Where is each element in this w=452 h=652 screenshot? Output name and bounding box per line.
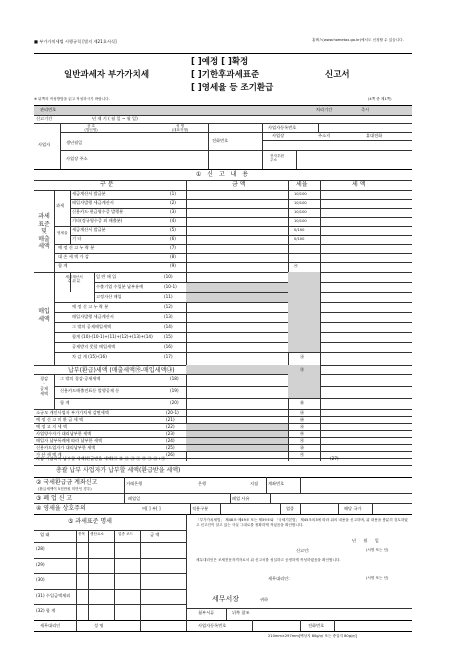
- site-note: 홈택스(www.hometax.go.kr)에서도 신청할 수 있습니다.: [312, 38, 404, 42]
- tax-base-row: (29): [36, 561, 45, 567]
- deduction-group-label: 경감 · 공제 세액: [39, 376, 49, 397]
- purchase-row-no: (11): [164, 293, 173, 299]
- col-amount: 금 액: [232, 181, 246, 188]
- address-label: 주소지: [318, 133, 331, 138]
- col-rate: 세율: [296, 181, 308, 188]
- purchase-row-label: 차 감 계 (15)-(16): [72, 353, 107, 359]
- biz-place-label: 사업장: [272, 133, 285, 138]
- purchase-row-no: (10): [164, 273, 173, 279]
- deduction-row-label: 신용카드매출전표등 발행공제 등: [60, 388, 120, 393]
- page-count: (4쪽 중 제1쪽): [368, 97, 392, 101]
- sales-amount-field[interactable]: [190, 200, 284, 207]
- sales-tax-field[interactable]: [324, 245, 410, 252]
- tax-base-row: (30): [36, 577, 45, 582]
- purchase-row-no: (15): [164, 333, 173, 339]
- purchase-invoice-label: 세금계산서 수 취 분: [65, 275, 83, 284]
- sales-amount-field[interactable]: [190, 245, 284, 252]
- bank-unit: 은행: [198, 481, 207, 486]
- sales-tax-field[interactable]: [324, 236, 410, 243]
- notice: ※ 뒤쪽의 작성방법을 읽고 작성하시기 바랍니다.: [34, 97, 110, 101]
- misc-row-mark: ㉲: [300, 409, 305, 415]
- company-name-label: 상 호 (법인명): [84, 124, 98, 133]
- sales-row-no: (8): [170, 254, 176, 259]
- sales-group-label: 과세 표준 및 매출 세액: [38, 213, 50, 250]
- sales-amount-field[interactable]: [190, 263, 284, 270]
- col-div: 구 분: [100, 181, 114, 188]
- misc-row-no: (26): [166, 451, 175, 457]
- title-left: 일반과세자 부가가치세: [64, 70, 150, 80]
- attachments-label: 첨부서류: [198, 610, 215, 615]
- sales-row-label: 대 손 세 액 가 감: [58, 254, 89, 259]
- sales-amount-field[interactable]: [190, 218, 284, 225]
- col-item: 종목: [78, 532, 85, 536]
- tax-base-row: (28): [36, 546, 45, 551]
- mobile-label: 휴대전화: [366, 133, 383, 138]
- footer-reg: 사업자등록번호: [198, 623, 227, 628]
- account-label: 계좌번호: [268, 481, 285, 486]
- sales-tax-field[interactable]: [324, 191, 410, 198]
- sales-amount-field[interactable]: [190, 254, 284, 261]
- misc-row-label: 예 정 신 고 미 환 급 세 액: [36, 416, 84, 422]
- purchase-row-label: 매입자발행 세금계산서: [72, 313, 114, 319]
- purchase-row-label: 수출기업 수입분 납부유예: [96, 283, 144, 289]
- purchase-row-label: 그 밖의 공제매입세액: [72, 323, 112, 329]
- zero-rate-yn[interactable]: 여[ ] 부[ ]: [142, 506, 161, 511]
- agent-sign[interactable]: (서명 또는 인): [366, 576, 389, 580]
- sales-row-no: (5): [170, 227, 176, 232]
- balance-label: 납부(환급)세액 (매출세액㉮-매입세액㉯): [68, 367, 175, 374]
- sales-row-no: (3): [170, 209, 176, 214]
- purchase-row-no: (17): [164, 353, 173, 359]
- sales-row-rate: 10/100: [294, 218, 307, 223]
- refund-sub: (환급세액이 5천만원 미만인 경우): [38, 487, 92, 491]
- processing-label: 처리기간: [316, 107, 333, 112]
- phone-label: 전화번호: [212, 138, 229, 143]
- sales-row-label: 예 정 신 고 누 락 분: [58, 245, 95, 250]
- total-row-label: 총괄 납부 사업자가 납부할 세액(환급받을 세액): [56, 467, 181, 474]
- purchase-row-label: 고정자산 매입: [96, 293, 122, 299]
- misc-row-label: 매입자 납부특례에 따라 납부한 세액: [36, 437, 103, 443]
- purchase-row-no: (10-1): [164, 283, 177, 289]
- final-row-no: (27): [330, 456, 339, 461]
- tax-base-row: (32) 합 계: [36, 608, 56, 613]
- section1-title: ① 신 고 내 용: [195, 171, 251, 178]
- email-label: 전자우편 주소: [270, 154, 284, 163]
- purchase-row-mark: ㉯: [300, 353, 305, 359]
- misc-row-no: (21): [166, 416, 175, 422]
- misc-row-mark: ㉷: [300, 444, 305, 450]
- form-label: ■ 부가가치세법 시행규칙 [별지 제21호서식]: [34, 39, 117, 44]
- closure-date-label: 폐업일: [128, 496, 141, 501]
- misc-row-label: 신용카드업자가 대리납부한 세액: [36, 444, 96, 450]
- title-option-3[interactable]: [ ]영세율 등 조기환급: [191, 83, 274, 93]
- misc-row-mark: ㉶: [300, 437, 305, 443]
- signer-sign[interactable]: (서명 또는 인): [366, 548, 389, 552]
- sales-tax-field[interactable]: [324, 200, 410, 207]
- misc-row-mark: ㉸: [300, 451, 305, 457]
- footer-agent: 세무대리인: [40, 623, 61, 628]
- mgmt-no-label: 관리번호: [40, 107, 57, 112]
- sales-row-no: (7): [170, 245, 176, 250]
- col-type: 업 태: [40, 532, 50, 537]
- processing-value: 즉시: [361, 107, 370, 112]
- footer-name: 성 명: [94, 623, 104, 628]
- sales-row-label: 기타(정규영수증 외 매출분): [72, 218, 123, 223]
- purchase-row-no: (14): [164, 323, 173, 329]
- purchase-row-no: (13): [164, 313, 173, 319]
- period-label: 신고기간: [36, 116, 53, 121]
- sales-tax-field[interactable]: [324, 218, 410, 225]
- misc-row-mark: ㉳: [300, 416, 305, 422]
- sales-row-no: (1): [170, 191, 176, 196]
- sales-row-label: 기 타: [72, 236, 82, 241]
- office-label: 세무서장: [212, 595, 240, 603]
- sales-row-rate: 10/100: [294, 191, 307, 196]
- balance-mark: ㉰: [300, 367, 305, 372]
- purchase-group-label: 매입 세액: [38, 308, 50, 323]
- sales-amount-field[interactable]: [190, 227, 284, 234]
- section5-title: ⑤ 과세표준 명세: [68, 518, 112, 525]
- sales-row-no: (9): [170, 263, 176, 268]
- sales-row-label: 세금계산서 발급분: [72, 191, 106, 196]
- sales-zero-label: 영세율: [57, 231, 68, 235]
- misc-row-mark: ㉵: [300, 430, 305, 436]
- sales-row-label: 매입자발행 세금계산서: [72, 200, 114, 205]
- sales-row-rate: 0/100: [294, 227, 305, 232]
- footer-phone: 전화번호: [308, 623, 325, 628]
- sales-row-rate: ㉮: [294, 263, 298, 268]
- purchase-row-label: 합계 (10)-(10-1)+(11)+(12)+(13)+(14): [72, 333, 153, 339]
- misc-row-label: 사업양수자가 대리납부한 세액: [36, 430, 92, 436]
- bank-label: 거래은행: [126, 481, 143, 486]
- zero-rate-apply: 적용구분: [192, 506, 209, 511]
- misc-row-no: (22): [166, 423, 175, 429]
- misc-row-mark: ㉴: [300, 423, 305, 429]
- paper-spec: 210mm×297mm[백상지 80g/㎡ 또는 중질지 80g/㎡]: [268, 634, 358, 638]
- col-tax: 세 액: [352, 181, 366, 188]
- sales-row-label: 신용카드·현금영수증 발행분: [72, 209, 124, 214]
- misc-row-label: 예 정 고 지 세 액: [36, 423, 67, 429]
- sales-tax-field[interactable]: [324, 254, 410, 261]
- refund-title: ② 국세환급금 계좌신고: [36, 479, 98, 486]
- branch-label: 지점: [250, 481, 259, 486]
- purchase-row-no: (16): [164, 343, 173, 349]
- misc-row-label: 가 산 세 액 계: [36, 451, 62, 457]
- misc-row-no: (23): [166, 430, 175, 436]
- purchase-row-label: 일 반 매 입: [96, 273, 117, 279]
- biz-address-label: 사업장 주소: [66, 156, 88, 161]
- deduction-row-label: 합 계: [60, 400, 70, 405]
- purchase-row-label: 공제받지 못할 매입세액: [72, 343, 116, 349]
- attachments-note: 뒤쪽 참조: [232, 610, 250, 615]
- zero-rate-country: 해당 국가: [344, 506, 362, 511]
- misc-row-no: (24): [166, 437, 175, 443]
- deduction-row-no: (18): [170, 376, 179, 381]
- reg-no-label: 사업자등록번호: [268, 125, 297, 130]
- title-option-2[interactable]: [ ]기한후과세표준: [191, 70, 260, 80]
- sales-tax-label: 과세: [56, 203, 65, 208]
- declaration-text: 「부가가치세법」 제48조·제49조 또는 제59조와 「국세기본법」 제45조의3에 따라 위의 내용을 신고하며, 위 내용을 충분히 검토하였고 신고인이 알고 있는 사실 그대로를 정확하게 적었음을 확인합니다.: [196, 518, 408, 527]
- col-code: 업종 코드: [118, 532, 134, 536]
- sales-row-no: (2): [170, 200, 176, 205]
- title-option-1[interactable]: [ ]예정 [ ]확정: [191, 57, 249, 67]
- tax-base-row: (31) 수입금액제외: [36, 592, 71, 598]
- sales-tax-field[interactable]: [324, 209, 410, 216]
- col-prod: 생산요소: [90, 532, 104, 536]
- agent-label: 세무대리인:: [268, 576, 290, 581]
- birth-label: 생년월일: [66, 140, 83, 145]
- sales-tax-field[interactable]: [324, 263, 410, 270]
- sales-row-rate: 10/100: [294, 209, 307, 214]
- col-amount5: 금 액: [150, 532, 160, 537]
- deduction-row-no: (19): [170, 388, 179, 393]
- sales-amount-field[interactable]: [190, 191, 284, 198]
- sales-amount-field[interactable]: [190, 209, 284, 216]
- sales-row-label: 세금계산서 발급분: [72, 227, 106, 232]
- sales-tax-field[interactable]: [324, 227, 410, 234]
- zero-rate-industry: 업종: [286, 506, 295, 511]
- title-right: 신고서: [325, 70, 350, 80]
- sales-row-rate: 0/100: [294, 236, 305, 241]
- misc-row-label: 소규모 개인사업자 부가가치세 감면세액: [36, 409, 109, 415]
- closure-title: ③ 폐 업 신 고: [36, 495, 73, 502]
- deduction-row-no: (20): [170, 400, 179, 405]
- sales-row-no: (4): [170, 218, 176, 223]
- misc-row-no: (25): [166, 444, 175, 450]
- purchase-row-no: (12): [164, 303, 173, 309]
- sales-row-rate: 10/100: [294, 200, 307, 205]
- purchase-row-label: 예 정 신 고 누 락 분: [72, 303, 109, 309]
- signer-label: 신고인:: [296, 548, 310, 553]
- sales-amount-field[interactable]: [190, 236, 284, 243]
- final-row-label: 차감·가감하여 납부할 세액(환급받을 세액)㉰-㉱-㉲-㉳-㉴-㉵-㉶-㉷+㉸: [36, 456, 166, 461]
- office-suffix: 귀하: [260, 597, 269, 602]
- zero-rate-title: ④ 영세율 상호주의: [36, 505, 86, 512]
- deduction-row-mark: ㉱: [300, 400, 305, 405]
- misc-row-no: (20-1): [166, 409, 179, 415]
- deduction-row-label: 그 밖의 경감·공제세액: [60, 376, 101, 381]
- sales-row-no: (6): [170, 236, 176, 241]
- closure-reason-label: 폐업 사유: [232, 496, 250, 501]
- period-value[interactable]: 년 제 기 ( 월 일 ~ 월 일): [92, 116, 138, 121]
- agent-text: 세무대리인은 조세전문자격자로서 위 신고서를 성실하고 공정하게 작성하였음을 확인합니다.: [196, 558, 341, 562]
- business-label: 사업자: [38, 142, 51, 147]
- rep-name-label: 성 명 (대표자명): [171, 124, 189, 133]
- declaration-date[interactable]: 년 월 일: [352, 538, 379, 543]
- sales-row-label: 합 계: [58, 263, 68, 268]
